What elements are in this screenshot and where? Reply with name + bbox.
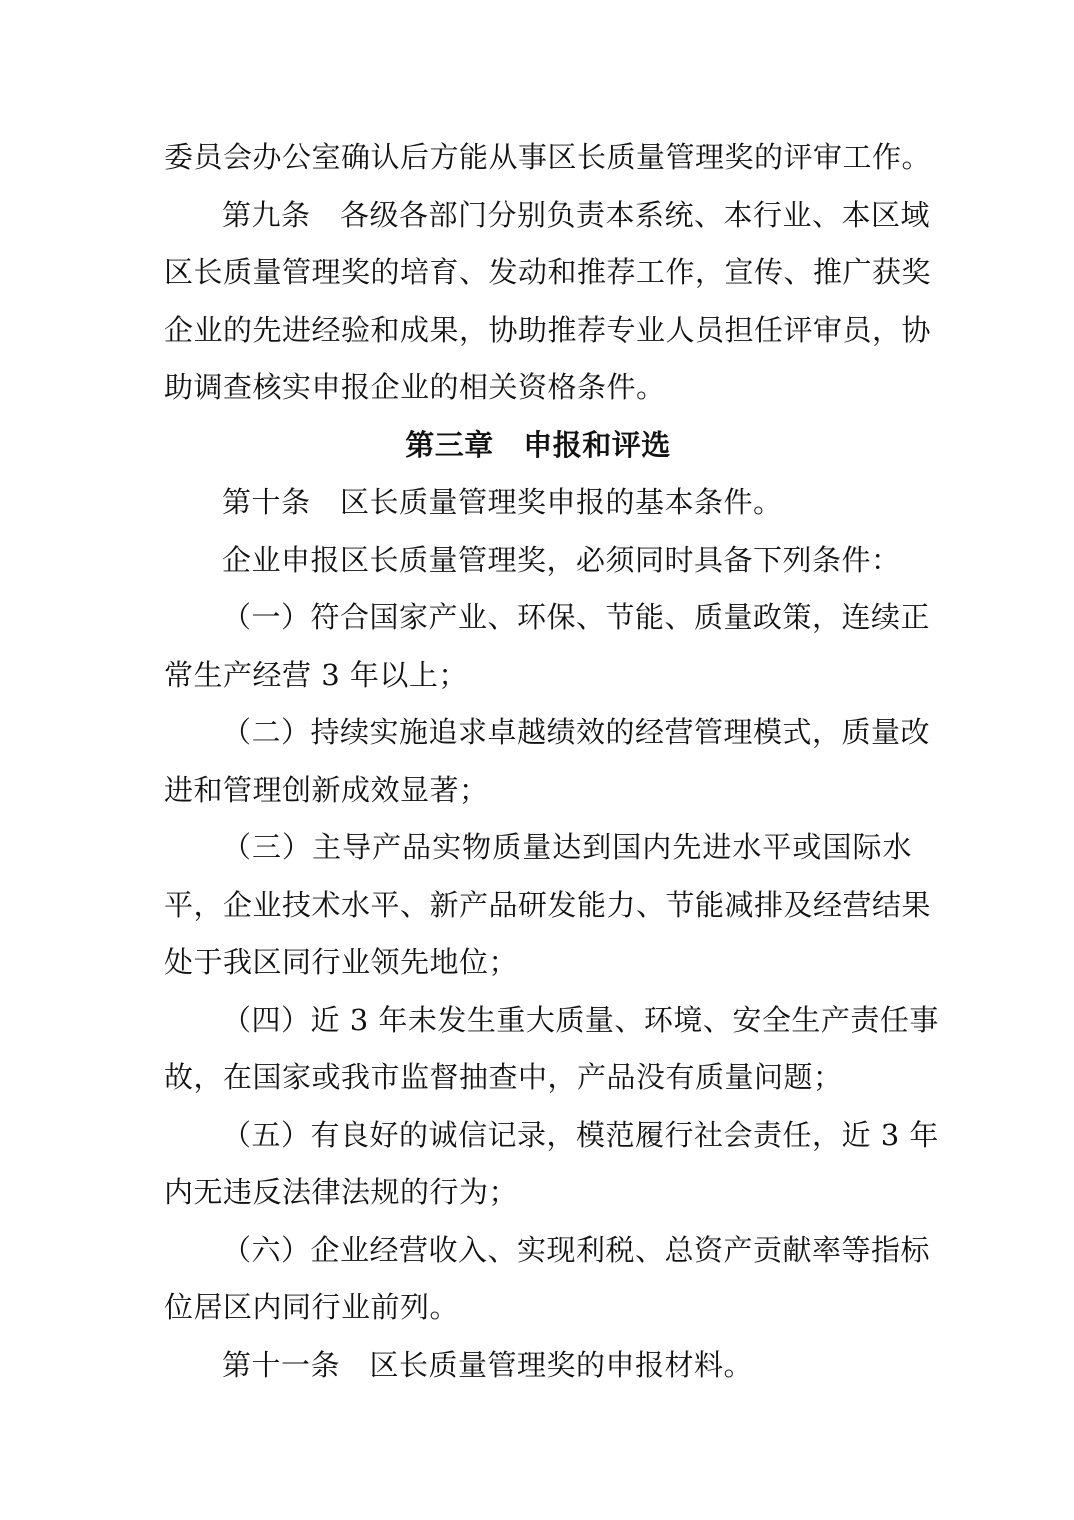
text-line: 第十条 区长质量管理奖申报的基本条件。 [222, 485, 783, 519]
text-line: 委员会办公室确认后方能从事区长质量管理奖的评审工作。 [164, 140, 932, 174]
text-line: 第十一条 区长质量管理奖的申报材料。 [222, 1347, 754, 1382]
text-line: 处于我区同行业领先地位； [164, 945, 519, 979]
text-line: 助调查核实申报企业的相关资格条件。 [164, 370, 666, 404]
text-line: 第九条 各级各部门分别负责本系统、本行业、本区域 [222, 197, 931, 232]
text-line: 区长质量管理奖的培育、发动和推荐工作，宣传、推广获奖 [164, 255, 932, 289]
text-line: 企业申报区长质量管理奖，必须同时具备下列条件： [222, 542, 901, 577]
text-line: （三）主导产品实物质量达到国内先进水平或国际水 [222, 830, 912, 864]
document-page [164, 129, 939, 1394]
text-line: 平，企业技术水平、新产品研发能力、节能减排及经营结果 [164, 887, 932, 922]
text-line: （六）企业经营收入、实现利税、总资产贡献率等指标 [222, 1232, 931, 1267]
text-line: （五）有良好的诚信记录，模范履行社会责任，近 3 年 [222, 1117, 939, 1152]
text-line: 位居区内同行业前列。 [164, 1290, 460, 1324]
text-line: 进和管理创新成效显著； [164, 772, 489, 807]
text-line: 故，在国家或我市监督抽查中，产品没有质量问题； [164, 1060, 843, 1094]
text-line: 内无违反法律法规的行为； [164, 1175, 519, 1209]
text-line: （二）持续实施追求卓越绩效的经营管理模式，质量改 [222, 715, 931, 749]
text-line: （四）近 3 年未发生重大质量、环境、安全生产责任事 [222, 1002, 939, 1037]
text-line: 企业的先进经验和成果，协助推荐专业人员担任评审员，协 [164, 312, 932, 347]
chapter-heading: 第三章 申报和评选 [405, 427, 671, 462]
text-line: 常生产经营 3 年以上； [164, 657, 468, 692]
text-line: （一）符合国家产业、环保、节能、质量政策，连续正 [222, 600, 931, 634]
